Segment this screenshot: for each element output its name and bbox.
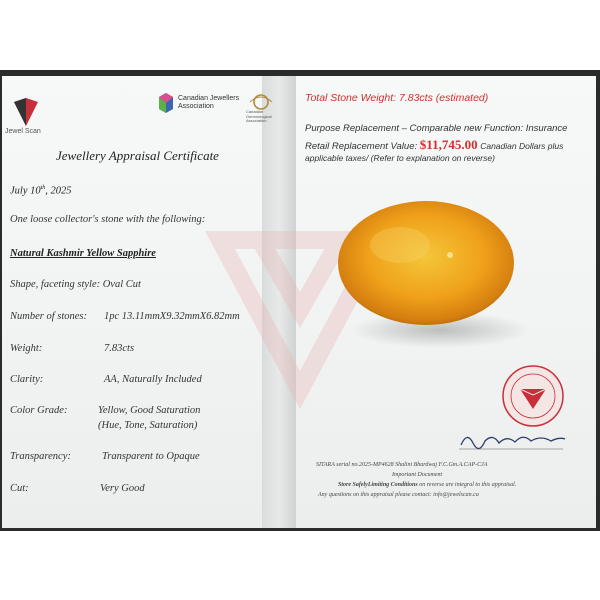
row-value: 1pc 13.11mmX9.32mmX6.82mm bbox=[104, 311, 240, 322]
cga-label: Canadian Gemmological Association bbox=[246, 109, 272, 123]
row-label: Cut: bbox=[10, 483, 29, 494]
certificate-title: Jewellery Appraisal Certificate bbox=[56, 148, 219, 163]
row-label: Clarity: bbox=[10, 374, 44, 385]
purpose-line: Purpose Replacement – Comparable new Function: Insurance bbox=[305, 123, 568, 134]
yellow-sapphire-gem-icon bbox=[330, 195, 530, 355]
stone-intro: One loose collector's stone with the following: bbox=[10, 214, 206, 225]
stone-shape: Shape, faceting style: Oval Cut bbox=[10, 279, 141, 290]
row-label: Transparency: bbox=[10, 451, 71, 462]
caja-certification-seal-icon bbox=[500, 363, 566, 429]
cja-label: Canadian Jewellers Association bbox=[178, 95, 240, 110]
row-label: Number of stones: bbox=[10, 311, 87, 322]
retail-price: $11,745.00 bbox=[419, 137, 478, 152]
cja-hexagon-icon bbox=[158, 92, 174, 114]
row-value: Yellow, Good Saturation bbox=[98, 405, 201, 416]
row-value: 7.83cts bbox=[104, 343, 135, 354]
total-stone-weight: Total Stone Weight: 7.83cts (estimated) bbox=[305, 92, 489, 104]
row-value: AA, Naturally Included bbox=[104, 374, 202, 385]
row-value: Very Good bbox=[100, 483, 145, 494]
retail-value-line: Retail Replacement Value: $11,745.00 Canadian Dollars plus bbox=[305, 137, 564, 152]
jewel-scan-brand: Jewel Scan bbox=[5, 128, 41, 135]
row-label: Weight: bbox=[10, 343, 43, 354]
appraisal-date: July 10th, 2025 bbox=[10, 185, 72, 197]
stone-name: Natural Kashmir Yellow Sapphire bbox=[10, 248, 156, 259]
taxes-line: applicable taxes/ (Refer to explanation on reverse) bbox=[305, 153, 495, 163]
row-value: Transparent to Opaque bbox=[102, 451, 200, 462]
row-value-sub: (Hue, Tone, Saturation) bbox=[98, 420, 198, 431]
footer-important: Important Document bbox=[392, 472, 443, 478]
certificate-fold bbox=[262, 76, 296, 528]
footer-store: Store SafelyLimiting Conditions on reverse are integral to this appraisal. bbox=[338, 482, 517, 488]
footer-serial: SITARA serial no.2025-MP4628 Shalini Bhardwaj F.C.Gm.A.CAP-CJA bbox=[316, 462, 488, 468]
row-label: Color Grade: bbox=[10, 405, 68, 416]
appraiser-signature-icon bbox=[455, 425, 570, 455]
footer-questions: Any questions on this appraisal please contact: info@jewelscan.ca bbox=[318, 492, 479, 498]
